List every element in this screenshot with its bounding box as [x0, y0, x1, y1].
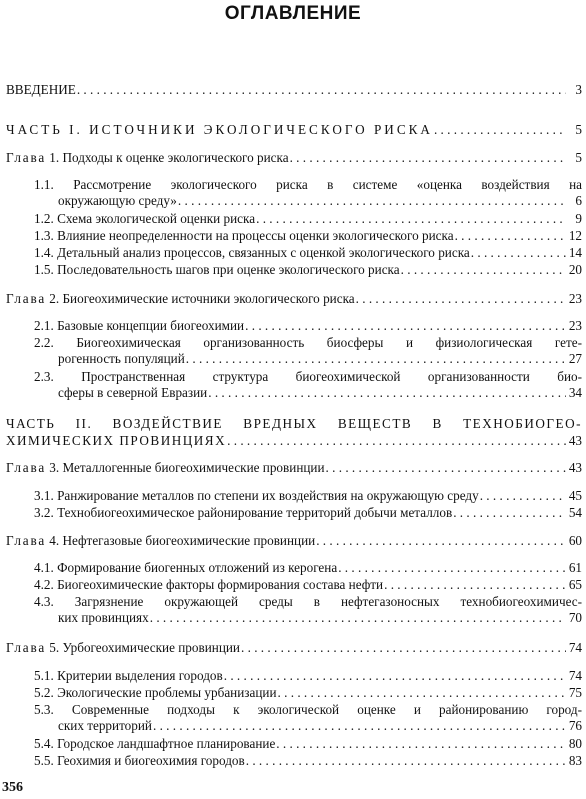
- toc-page-number: 5: [575, 122, 582, 137]
- toc-leader-dots: [471, 245, 566, 261]
- toc-leader-dots: [178, 193, 566, 209]
- toc-entry-1-5[interactable]: [34, 262, 582, 278]
- toc-leader-dots: [326, 460, 566, 476]
- toc-leader-dots: [480, 488, 566, 504]
- toc-entry-line1: 1.1. Рассмотрение экологического риска в системе «оценка воздействия на: [34, 177, 582, 192]
- toc-leader-dots: [276, 736, 566, 752]
- toc-entry-part-2[interactable]: [6, 433, 582, 449]
- toc-leader-dots: [153, 718, 566, 734]
- toc-page-number: 83: [568, 753, 582, 768]
- toc-page-number: 34: [568, 385, 582, 400]
- page-title: ОГЛАВЛЕНИЕ: [224, 3, 362, 24]
- toc-page-number: 43: [568, 460, 582, 475]
- toc-entry-5-2[interactable]: [34, 685, 582, 701]
- toc-entry-chapter-2[interactable]: [6, 291, 582, 307]
- toc-leader-dots: [77, 82, 566, 98]
- toc-entry-text: 1.2. Схема экологической оценки риска: [34, 211, 256, 226]
- toc-page-number: 54: [568, 505, 582, 520]
- toc-entry-4-3[interactable]: [58, 610, 582, 626]
- toc-entry-text: 1.4. Детальный анализ процессов, связанных с оценкой экологического риска: [34, 245, 470, 260]
- toc-entry-text: ЧАСТЬ I. ИСТОЧНИКИ ЭКОЛОГИЧЕСКОГО РИСКА: [6, 122, 433, 137]
- toc-entry-text: 1.5. Последовательность шагов при оценке экологического риска: [34, 262, 400, 277]
- toc-entry-text: 1.3. Влияние неопределенности на процессы оценки экологического риска: [34, 228, 454, 243]
- toc-page-number: 3: [575, 82, 582, 97]
- toc-entry-text: 5.5. Геохимия и биогеохимия городов: [34, 753, 245, 768]
- toc-entry-text: 5. Урбогеохимические провинции: [49, 640, 240, 655]
- toc-entry-1-2[interactable]: [34, 211, 582, 227]
- toc-leader-dots: [150, 610, 566, 626]
- toc-page-number: 23: [568, 291, 582, 306]
- toc-entry-chapter-5[interactable]: [6, 640, 582, 656]
- toc-entry-4-1[interactable]: [34, 560, 582, 576]
- toc-page-number: 61: [568, 560, 582, 575]
- toc-entry-text: ских территорий: [58, 718, 152, 733]
- toc-entry-text: 4.1. Формирование биогенных отложений из керогена: [34, 560, 338, 575]
- toc-entry-5-3[interactable]: [58, 718, 582, 734]
- toc-leader-dots: [316, 533, 566, 549]
- toc-page-number: 27: [568, 351, 582, 366]
- toc-entry-text: 5.1. Критерии выделения городов: [34, 668, 223, 683]
- toc-entry-text: ХИМИЧЕСКИХ ПРОВИНЦИЯХ: [6, 433, 227, 448]
- toc-entry-line1: 2.2. Биогеохимическая организованность биосферы и физиологическая гете-: [34, 335, 582, 350]
- chapter-prefix: Глава: [6, 640, 46, 655]
- toc-entry-text: ких провинциях: [58, 610, 149, 625]
- toc-leader-dots: [186, 351, 566, 367]
- toc-entry-chapter-4[interactable]: [6, 533, 582, 549]
- toc-entry-chapter-3[interactable]: [6, 460, 582, 476]
- toc-entry-text: 3. Металлогенные биогеохимические провинции: [49, 460, 325, 475]
- toc-entry-2-1[interactable]: [34, 318, 582, 334]
- toc-entry-text: 4. Нефтегазовые биогеохимические провинции: [49, 533, 316, 548]
- toc-entry-text: 3.2. Технобиогеохимическое районирование территорий добычи металлов: [34, 505, 453, 520]
- toc-entry-text: 2.1. Базовые концепции биогеохимии: [34, 318, 245, 333]
- toc-page-number: 23: [568, 318, 582, 333]
- toc-entry-part-1[interactable]: [6, 122, 582, 138]
- toc-entry-text: 5.4. Городское ландшафтное планирование: [34, 736, 276, 751]
- toc-page-number: 60: [568, 533, 582, 548]
- toc-leader-dots: [338, 560, 566, 576]
- toc-entry-text: 5.2. Экологические проблемы урбанизации: [34, 685, 277, 700]
- toc-entry-chapter-1[interactable]: [6, 150, 582, 166]
- toc-entry-text: окружающую среду»: [58, 193, 177, 208]
- toc-page-number: 45: [568, 488, 582, 503]
- toc-entry-3-1[interactable]: [34, 488, 582, 504]
- toc-entry-line1: 2.3. Пространственная структура биогеохимической организованности био-: [34, 369, 582, 384]
- toc-entry-text: 1. Подходы к оценке экологического риска: [49, 150, 289, 165]
- toc-page-number: 74: [568, 668, 582, 683]
- toc-page-number: 80: [568, 736, 582, 751]
- toc-entry-1-4[interactable]: [34, 245, 582, 261]
- toc-page-number: 70: [568, 610, 582, 625]
- toc-entry-3-2[interactable]: [34, 505, 582, 521]
- toc-entry-5-5[interactable]: [34, 753, 582, 769]
- chapter-prefix: Глава: [6, 533, 46, 548]
- toc-leader-dots: [224, 668, 566, 684]
- toc-leader-dots: [453, 505, 566, 521]
- toc-leader-dots: [434, 122, 566, 138]
- chapter-prefix: Глава: [6, 460, 46, 475]
- toc-entry-line1: 5.3. Современные подходы к экологической оценке и районированию город-: [34, 702, 582, 717]
- toc-leader-dots: [241, 640, 566, 656]
- toc-page-number: 76: [568, 718, 582, 733]
- toc-entry-2-3[interactable]: [58, 385, 582, 401]
- toc-leader-dots: [356, 291, 566, 307]
- toc-leader-dots: [245, 318, 566, 334]
- toc-entry-5-1[interactable]: [34, 668, 582, 684]
- toc-page-number: 43: [568, 433, 582, 448]
- chapter-prefix: Глава: [6, 291, 46, 306]
- toc-page-number: 20: [568, 262, 582, 277]
- toc-entry-line1: ЧАСТЬ II. ВОЗДЕЙСТВИЕ ВРЕДНЫХ ВЕЩЕСТВ В ТЕХНОБИОГЕО-: [6, 416, 582, 431]
- toc-leader-dots: [455, 228, 566, 244]
- toc-page-number: 14: [568, 245, 582, 260]
- toc-entry-text: 3.1. Ранжирование металлов по степени их воздействия на окружающую среду: [34, 488, 479, 503]
- toc-leader-dots: [246, 753, 566, 769]
- toc-entry-5-4[interactable]: [34, 736, 582, 752]
- toc-page-number: 5: [575, 150, 582, 165]
- toc-page-number: 75: [568, 685, 582, 700]
- toc-leader-dots: [256, 211, 566, 227]
- toc-entry-text: рогенность популяций: [58, 351, 185, 366]
- toc-entry-introduction[interactable]: [6, 82, 582, 98]
- toc-entry-text: ВВЕДЕНИЕ: [6, 82, 76, 97]
- toc-entry-text: 2. Биогеохимические источники экологического риска: [49, 291, 355, 306]
- toc-entry-4-2[interactable]: [34, 577, 582, 593]
- toc-leader-dots: [401, 262, 566, 278]
- toc-leader-dots: [384, 577, 566, 593]
- chapter-prefix: Глава: [6, 150, 46, 165]
- toc-entry-1-3[interactable]: [34, 228, 582, 244]
- toc-page-number: 9: [575, 211, 582, 226]
- toc-leader-dots: [208, 385, 566, 401]
- page-number-folio: 356: [2, 780, 23, 795]
- toc-page-number: 6: [575, 193, 582, 208]
- toc-entry-text: 4.2. Биогеохимические факторы формирования состава нефти: [34, 577, 384, 592]
- toc-leader-dots: [278, 685, 566, 701]
- toc-leader-dots: [290, 150, 566, 166]
- toc-leader-dots: [227, 433, 566, 449]
- toc-entry-text: сферы в северной Евразии: [58, 385, 208, 400]
- toc-page-number: 74: [568, 640, 582, 655]
- toc-entry-1-1[interactable]: [58, 193, 582, 209]
- toc-entry-2-2[interactable]: [58, 351, 582, 367]
- toc-page-number: 65: [568, 577, 582, 592]
- toc-entry-line1: 4.3. Загрязнение окружающей среды в нефтегазоносных технобиогеохимичес-: [34, 594, 582, 609]
- toc-page-number: 12: [568, 228, 582, 243]
